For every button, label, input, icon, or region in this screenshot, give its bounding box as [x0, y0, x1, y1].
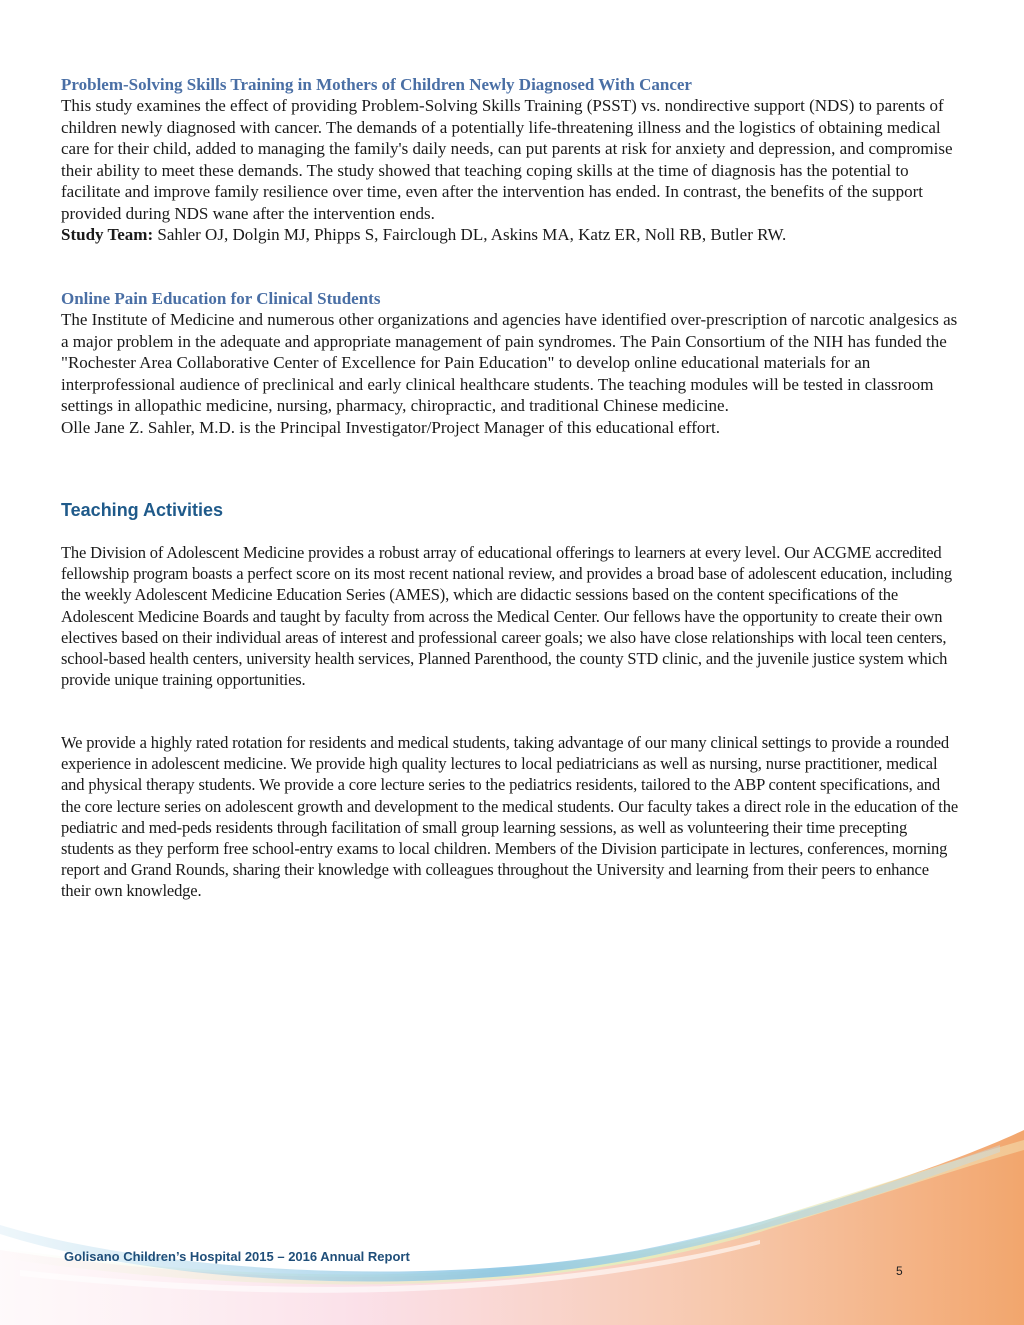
- study-body-text: This study examines the effect of providing Problem-Solving Skills Training (PSST) vs. nondirective support (NDS) to parents of children newly diagnosed with cancer. The demands of a potentially life-threatening illness and the logistics of obtaining medical care for their child, added to managing the family's daily needs, can put parents at risk for anxiety and depression, and compromise their ability to meet these demands. The study showed that teaching coping skills at the time of diagnosis has the potential to facilitate and improve family resilience over time, even after the intervention has ended. In contrast, the benefits of the support provided during NDS wane after the intervention ends.: [61, 96, 953, 223]
- footer-report-title: Golisano Children’s Hospital 2015 – 2016 Annual Report: [64, 1249, 410, 1264]
- teaching-paragraph-1: The Division of Adolescent Medicine provides a robust array of educational offerings to learners at every level. Our ACGME accredited fellowship program boasts a perfect score on its most recent national review, and provides a broad base of adolescent education, including the weekly Adolescent Medicine Education Series (AMES), which are didactic sessions based on the content specifications of the Adolescent Medicine Boards and taught by faculty from across the Medical Center. Our fellows have the opportunity to create their own electives based on their individual areas of interest and professional career goals; we also have close relationships with local teen centers, school-based health centers, university health services, Planned Parenthood, the county STD clinic, and the juvenile justice system which provide unique training opportunities.: [61, 543, 952, 690]
- section-heading-teaching: Teaching Activities: [61, 500, 224, 520]
- study-title-psst: Problem-Solving Skills Training in Mothers of Children Newly Diagnosed With Cancer: [61, 75, 692, 94]
- study-description-psst: [61, 95, 961, 246]
- principal-investigator-line: Olle Jane Z. Sahler, M.D. is the Principal Investigator/Project Manager of this educational effort.: [61, 417, 720, 437]
- page-number: 5: [896, 1264, 903, 1278]
- study-title-pain-education: Online Pain Education for Clinical Students: [61, 289, 381, 308]
- study-description-pain-education: [61, 309, 961, 438]
- study-team-members: Sahler OJ, Dolgin MJ, Phipps S, Fairclough DL, Askins MA, Katz ER, Noll RB, Butler RW.: [153, 225, 787, 244]
- study-body-text: The Institute of Medicine and numerous other organizations and agencies have identified over-prescription of narcotic analgesics as a major problem in the adequate and appropriate management of pain syndromes. The Pain Consortium of the NIH has funded the "Rochester Area Collaborative Center of Excellence for Pain Education" to develop online educational materials for an interprofessional audience of preclinical and early clinical healthcare students. The teaching modules will be tested in classroom settings in allopathic medicine, nursing, pharmacy, chiropractic, and traditional Chinese medicine.: [61, 310, 958, 415]
- teaching-paragraph-2: We provide a highly rated rotation for residents and medical students, taking advantage of our many clinical settings to provide a rounded experience in adolescent medicine. We provide high quality lectures to local pediatricians as well as nursing, nurse practitioner, medical and physical therapy students. We provide a core lecture series to the pediatrics residents, tailored to the ABP content specifications, and the core lecture series on adolescent growth and development to the medical students. Our faculty takes a direct role in the education of the pediatric and med-peds residents through facilitation of small group learning sessions, as well as volunteering their time precepting students as they perform free school-entry exams to local children. Members of the Division participate in lectures, conferences, morning report and Grand Rounds, sharing their knowledge with colleagues throughout the University and learning from their peers to enhance their own knowledge.: [61, 733, 959, 901]
- study-team-label: Study Team:: [61, 225, 154, 244]
- footer-swoosh-graphic: [0, 1130, 1024, 1325]
